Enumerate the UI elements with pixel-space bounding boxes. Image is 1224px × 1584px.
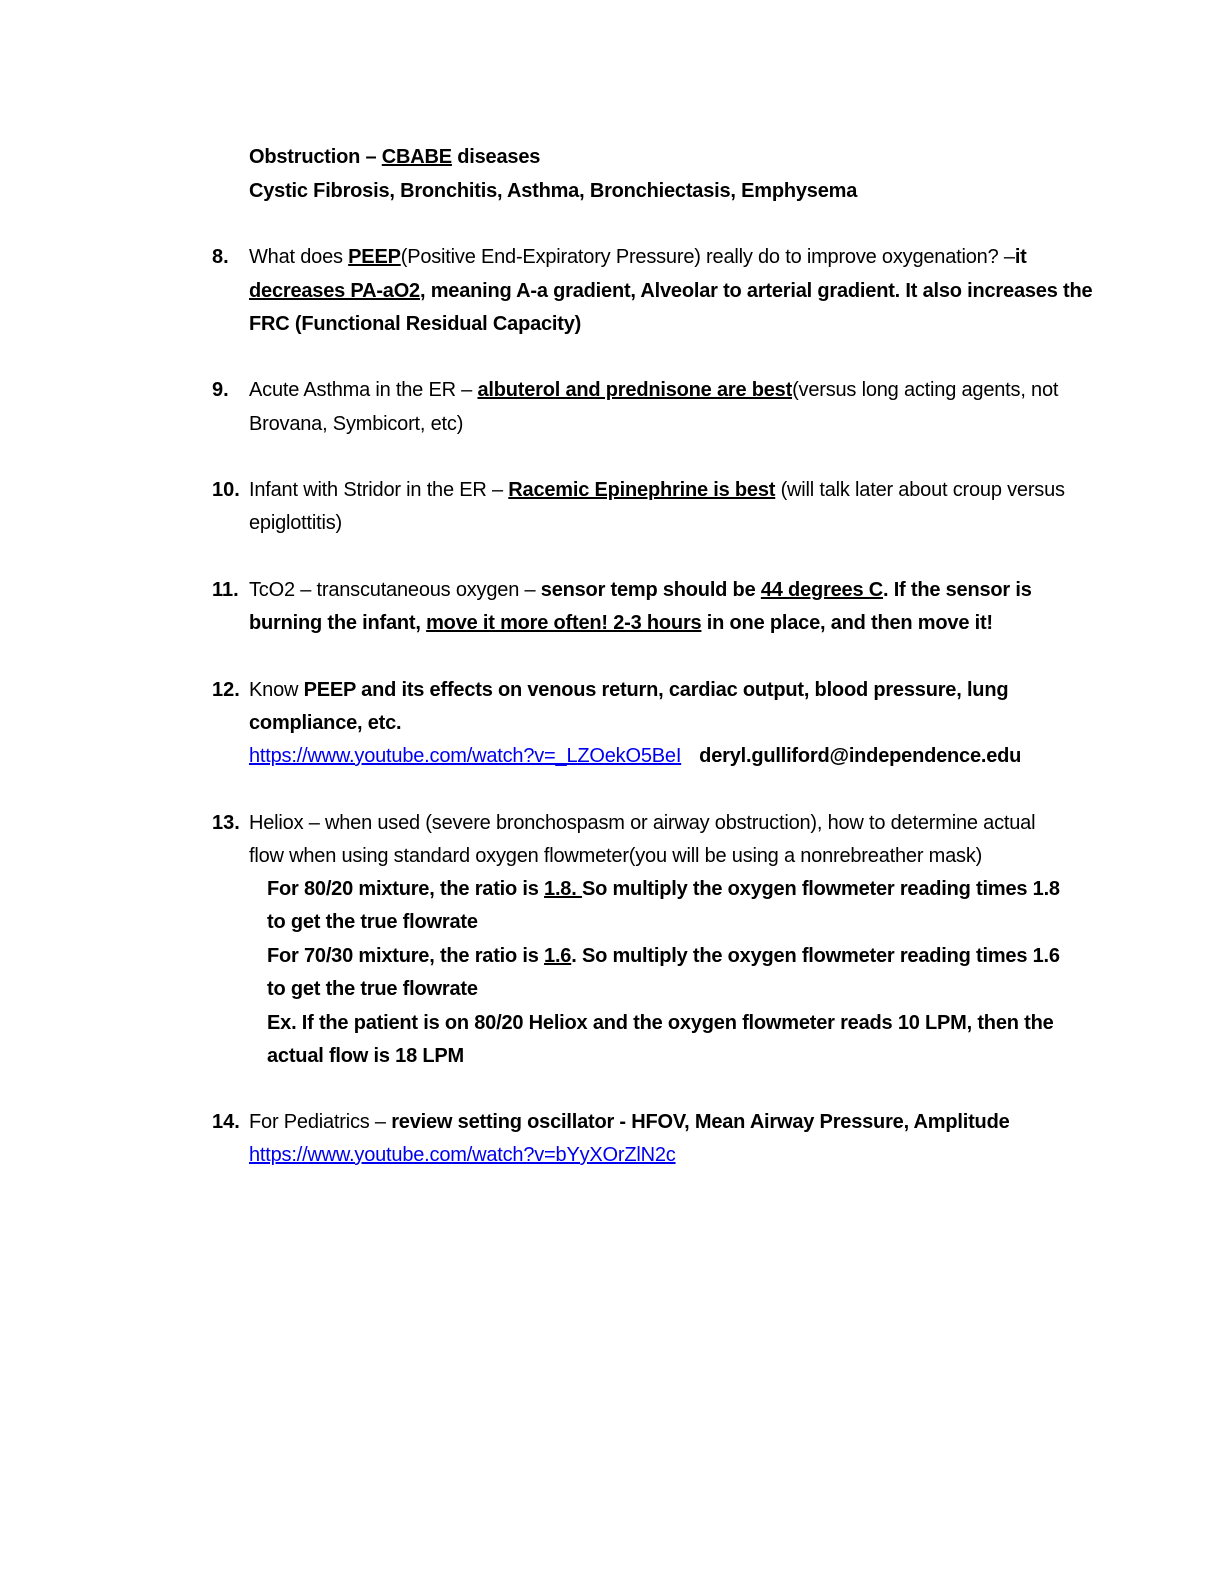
- item-14-line-1: For Pediatrics – review setting oscillator - HFOV, Mean Airway Pressure, Amplitude: [249, 1111, 1010, 1133]
- heliox-example: Ex. If the patient is on 80/20 Heliox and the oxygen flowmeter reads 10 LPM, then the: [267, 1012, 1054, 1034]
- item-8-line-2: decreases PA-aO2, meaning A-a gradient, Alveolar to arterial gradient. It also increases the: [249, 280, 1093, 302]
- oscillator-video-link[interactable]: https://www.youtube.com/watch?v=bYyXOrZlN2c: [249, 1144, 676, 1166]
- peep-video-link[interactable]: https://www.youtube.com/watch?v=_LZOekO5BeI: [249, 745, 682, 767]
- item-11-line-1: TcO2 – transcutaneous oxygen – sensor temp should be 44 degrees C. If the sensor is: [249, 579, 1032, 601]
- item-9-line-1: Acute Asthma in the ER – albuterol and prednisone are best(versus long acting agents, not: [249, 379, 1059, 401]
- item-12-line-3: [249, 739, 1021, 773]
- item-12-line-2: compliance, etc.: [249, 712, 402, 734]
- item-13-line-2: flow when using standard oxygen flowmeter(you will be using a nonrebreather mask): [249, 845, 983, 867]
- item-number: 9.: [212, 379, 229, 401]
- item-number: 14.: [212, 1111, 240, 1133]
- item-10-line-2: epiglottitis): [249, 512, 342, 534]
- item-number: 10.: [212, 479, 240, 501]
- item-8-line-1: What does PEEP(Positive End-Expiratory Pressure) really do to improve oxygenation? –it: [249, 246, 1027, 268]
- item-number: 8.: [212, 246, 229, 268]
- heliox-7030-ratio: For 70/30 mixture, the ratio is 1.6. So multiply the oxygen flowmeter reading times 1.6: [267, 945, 1060, 967]
- obstruction-heading: Obstruction – CBABE diseases: [249, 146, 541, 168]
- obstruction-disease-list: Cystic Fibrosis, Bronchitis, Asthma, Bronchiectasis, Emphysema: [249, 180, 858, 202]
- item-number: 12.: [212, 679, 240, 701]
- item-11-line-2: burning the infant, move it more often! 2-3 hours in one place, and then move it!: [249, 612, 993, 634]
- item-10-line-1: Infant with Stridor in the ER – Racemic Epinephrine is best (will talk later about croup versus: [249, 479, 1065, 501]
- item-14-line-2: [249, 1138, 676, 1172]
- item-9-line-2: Brovana, Symbicort, etc): [249, 413, 464, 435]
- heliox-8020-ratio-cont: to get the true flowrate: [267, 911, 478, 933]
- heliox-example-cont: actual flow is 18 LPM: [267, 1045, 464, 1067]
- item-13-line-1: Heliox – when used (severe bronchospasm or airway obstruction), how to determine actual: [249, 812, 1036, 834]
- item-8-line-3: FRC (Functional Residual Capacity): [249, 313, 582, 335]
- cbabe-acronym: CBABE: [381, 146, 452, 168]
- item-12-line-1: Know PEEP and its effects on venous return, cardiac output, blood pressure, lung: [249, 679, 1009, 701]
- item-number: 13.: [212, 812, 240, 834]
- heliox-8020-ratio: For 80/20 mixture, the ratio is 1.8. So multiply the oxygen flowmeter reading times 1.8: [267, 878, 1060, 900]
- item-number: 11.: [212, 579, 239, 601]
- contact-email: deryl.gulliford@independence.edu: [699, 745, 1022, 767]
- heliox-7030-ratio-cont: to get the true flowrate: [267, 978, 478, 1000]
